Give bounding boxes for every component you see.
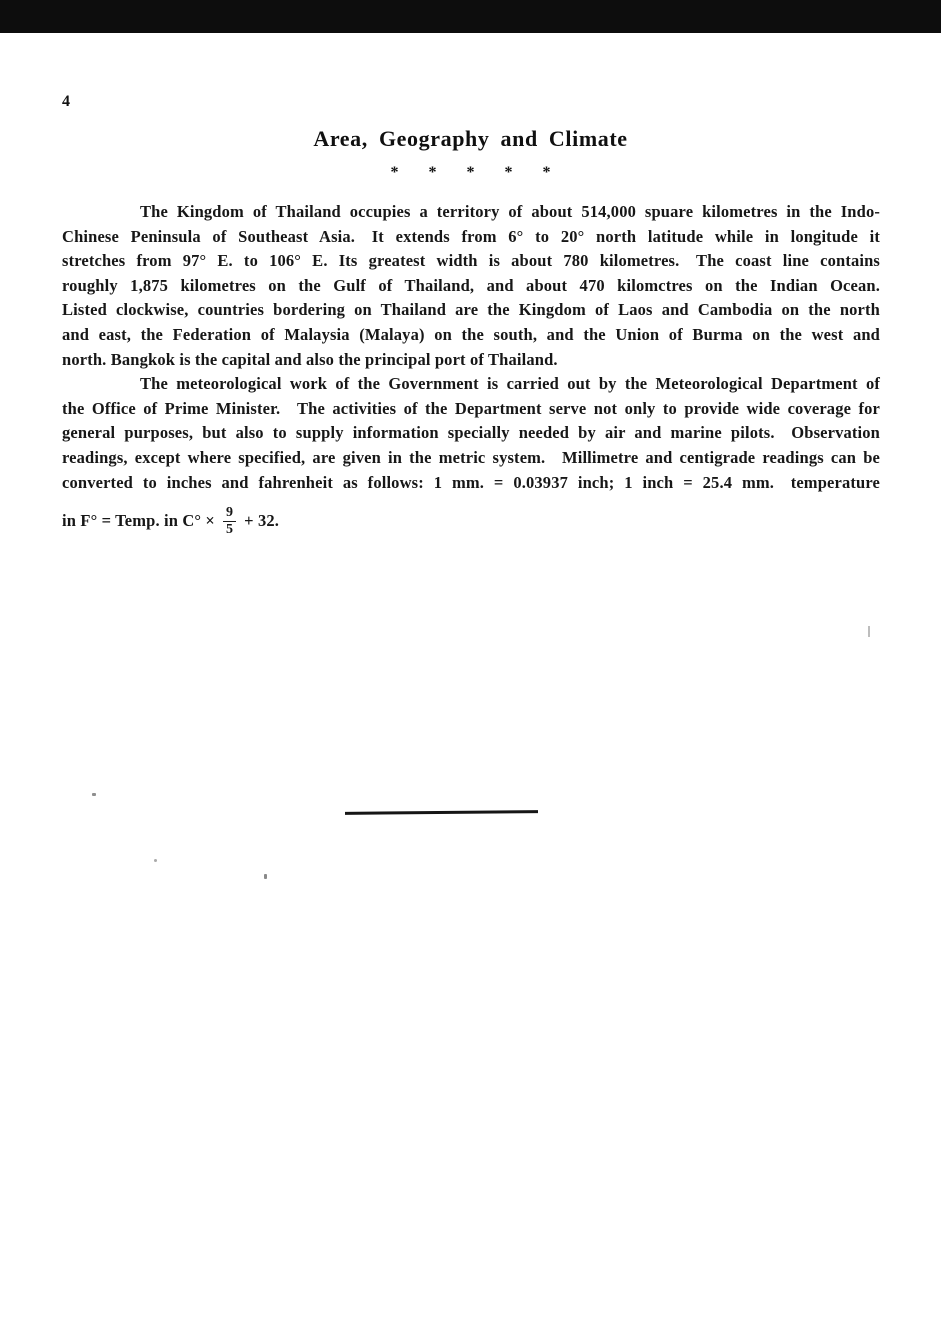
- page-title: Area, Geography and Climate: [313, 126, 628, 151]
- fraction-nine-fifths: [223, 506, 236, 537]
- scan-speck: [264, 874, 267, 879]
- text-line: north. Bangkok is the capital and also the principal port of Thailand.: [62, 349, 558, 369]
- asterisk-glyph: *: [542, 164, 551, 181]
- formula-suffix: + 32.: [244, 511, 280, 531]
- text-line: general purposes, but also to supply information specially needed by air and marine pilots. Observation: [62, 423, 880, 443]
- temperature-formula: [62, 501, 880, 541]
- scan-speck: [154, 859, 157, 862]
- formula-prefix: in F° = Temp. in C° ×: [62, 511, 215, 531]
- page-number: 4: [62, 93, 70, 110]
- body-paragraphs: [62, 200, 880, 541]
- asterisk-separator: [0, 163, 941, 183]
- fraction-numerator: 9: [223, 506, 236, 522]
- scan-speck: [92, 793, 96, 796]
- text-line: stretches from 97° E. to 106° E. Its greatest width is about 780 kilometres. The coast line contains: [62, 251, 880, 271]
- text-line: readings, except where specified, are given in the metric system. Millimetre and centigrade readings can be: [62, 447, 880, 467]
- section-divider-rule: [345, 810, 538, 814]
- text-line: roughly 1,875 kilometres on the Gulf of Thailand, and about 470 kilomctres on the Indian Ocean.: [62, 275, 880, 295]
- text-line: the Office of Prime Minister. The activities of the Department serve not only to provide wide coverage for: [62, 398, 880, 418]
- asterisk-glyph: *: [390, 164, 399, 181]
- asterisk-glyph: *: [504, 164, 513, 181]
- text-line: Chinese Peninsula of Southeast Asia. It extends from 6° to 20° north latitude while in longitude it: [62, 226, 880, 246]
- asterisk-glyph: *: [428, 164, 437, 181]
- fraction-denominator: 5: [225, 521, 234, 537]
- text-line: The Kingdom of Thailand occupies a territory of about 514,000 spuare kilometres in the Indo-: [140, 202, 880, 221]
- scan-edge-artifact-bar: [0, 0, 941, 33]
- scan-speck: [868, 626, 870, 637]
- asterisk-glyph: *: [466, 164, 475, 181]
- text-line: Listed clockwise, countries bordering on Thailand are the Kingdom of Laos and Cambodia on the north: [62, 300, 880, 320]
- text-line: and east, the Federation of Malaysia (Malaya) on the south, and the Union of Burma on the west and: [62, 324, 880, 344]
- text-line: The meteorological work of the Government is carried out by the Meteorological Department of: [140, 374, 880, 394]
- text-line: converted to inches and fahrenheit as follows: 1 mm. = 0.03937 inch; 1 inch = 25.4 mm. temperature: [62, 472, 880, 492]
